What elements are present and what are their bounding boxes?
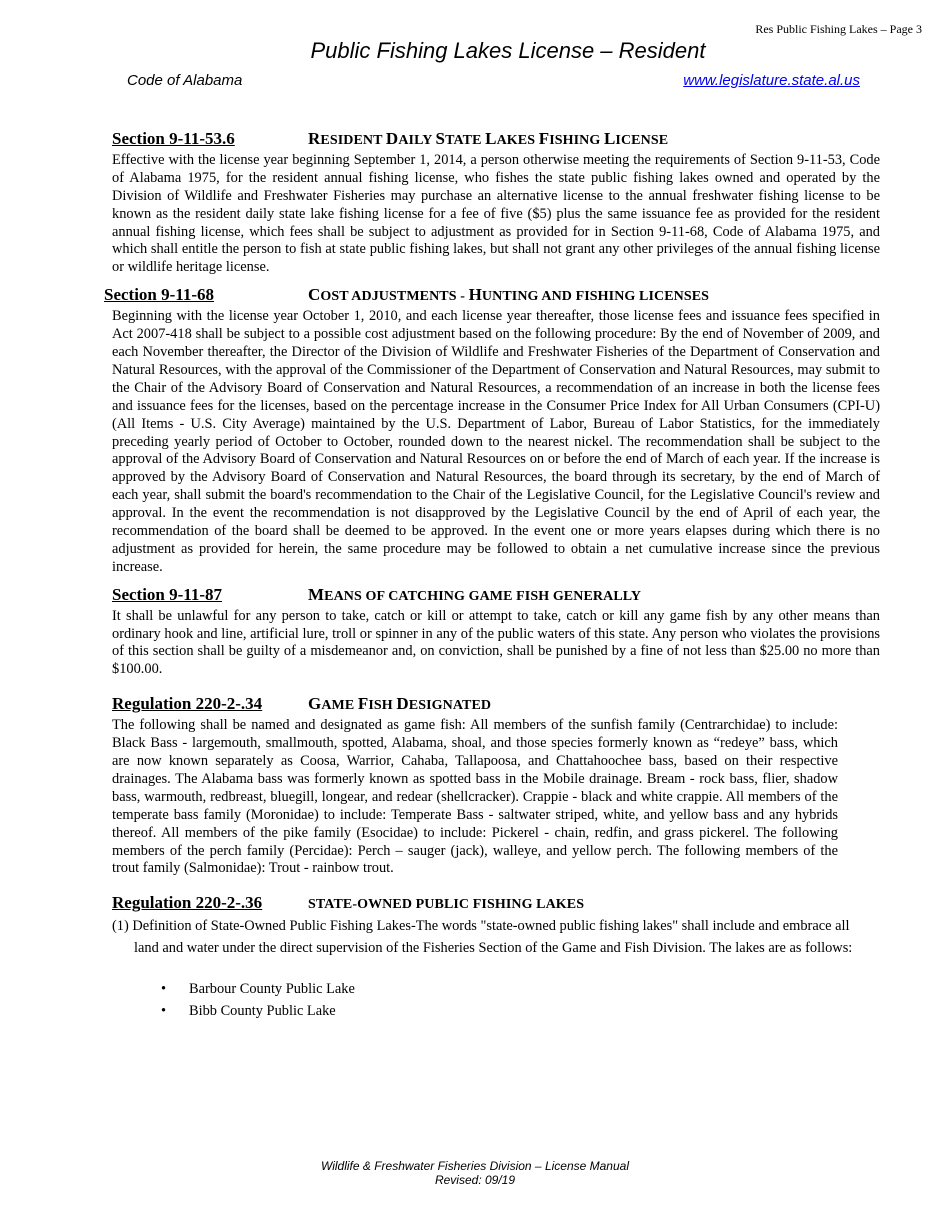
document-body [104, 129, 880, 1022]
section-9-11-87 [112, 586, 880, 680]
regulation-220-2-36 [112, 894, 880, 1022]
regulation-220-2-34 [112, 695, 880, 878]
section-title: COST ADJUSTMENTS - HUNTING AND FISHING LICENSES [308, 285, 710, 305]
code-of-alabama-label: Code of Alabama [127, 72, 243, 89]
section-title: RESIDENT DAILY STATE LAKES FISHING LICENSE [308, 129, 669, 148]
section-body: It shall be unlawful for any person to take, catch or kill or attempt to take, catch or kill any game fish by any other means than ordinary hook and line, artificial lure, troll or spinner in any of the public waters of this state. Any person who violates the provisions of this section shall be guilty of a misdemeanor and, on conviction, shall be punished by a fine of not less than $25.00 no more than $100.00. [112, 607, 880, 678]
section-number: Section 9-11-53.6 [112, 129, 235, 148]
section-number: Regulation 220-2-.34 [112, 694, 263, 714]
list-item: • Bibb County Public Lake [189, 1001, 880, 1023]
section-body: The following shall be named and designated as game fish: All members of the sunfish family (Centrarchidae) to include: Black Bass - largemouth, smallmouth, spotted, Alabama, shoal, and those species formerly known as “redeye” bass, which are now known separately as Coosa, Warrior, Cahaba, Tallapoosa, and Chattahoochee bass, based on their respective drainages. The Alabama bass was formerly known as spotted bass in the Mobile drainage. Bream - rock bass, flier, shadow bass, warmouth, redbreast, bluegill, longear, and redear (shellcracker). Crappie - black and white crappie. All members of the temperate bass family (Moronidae) to include: Temperate Bass - saltwater striped, white, and yellow bass and any hybrids thereof. All members of the pike family (Esocidae) to include: Pickerel - chain, redfin, and grass pickerel. The following members of the perch family (Percidae): Perch – sauger (jack), walleye, and yellow perch. The following members of the trout family (Salmonidae): Trout - rainbow trout. [112, 717, 838, 877]
section-title: GAME FISH DESIGNATED [308, 694, 492, 714]
section-number: Regulation 220-2-.36 [112, 893, 263, 913]
section-body: Beginning with the license year October 1, 2010, and each license year thereafter, those license fees and issuance fees specified in Act 2007-418 shall be subject to a possible cost adjustment based on the following procedure: By the end of November of 2009, and each November thereafter, the Director of the Division of Wildlife and Freshwater Fisheries of the Department of Conservation and Natural Resources, with the approval of the Commissioner of the Department of Conservation and Natural Resources, may submit to the Chair of the Advisory Board of Conservation and Natural Resources, a recommendation of an increase in both the license fees and issuance fees for the licenses, based on the percentage increase in the Consumer Price Index for All Urban Consumers (CPI-U) (All Items - U.S. City Average) maintained by the U.S. Department of Labor, Bureau of Labor Statistics, for the immediately preceding yearly period of October to October, rounded down to the nearest nickel. The recommendation shall be subject to the approval of the Advisory Board of Conservation and Natural Resources on or before the end of March of each year. If the increase is approved by the Advisory Board of Conservation and Natural Resources, the board through its secretary, by the end of March of each year, shall submit the board's recommendation to the Chair of the Legislative Council, for the Legislative Council's review and approval. In the event the recommendation is not disapproved by the Legislative Council by the end of April of each year, the recommendation of the board shall be deemed to be approved. In the event one or more years elapses during which there is no adjustment as provided for herein, the same procedure may be followed to obtain a net cumulative increase since the previous increase. [112, 308, 880, 575]
footer-revision: Revised: 09/19 [434, 1173, 516, 1187]
section-9-11-68 [104, 286, 880, 577]
page-number-label: Res Public Fishing Lakes – Page 3 [755, 22, 922, 36]
section-number: Section 9-11-68 [104, 285, 215, 305]
lakes-definition: (1) Definition of State-Owned Public Fishing Lakes-The words "state-owned public fishing lakes" shall include and embrace all land and water under the direct supervision of the Fisheries Section of the Game and Fish Division. The lakes are as follows: [112, 918, 853, 956]
footer-manual-title: Wildlife & Freshwater Fisheries Division – License Manual [320, 1159, 629, 1173]
page-footer [0, 1159, 950, 1187]
section-9-11-53-6 [112, 130, 880, 277]
lakes-list [112, 979, 880, 1022]
section-title: MEANS OF CATCHING GAME FISH GENERALLY [308, 584, 642, 604]
document-title: Public Fishing Lakes License – Resident [310, 38, 706, 63]
section-body: Effective with the license year beginning September 1, 2014, a person otherwise meeting the requirements of Section 9-11-53, Code of Alabama 1975, for the resident annual fishing license, who fishes the state public fishing lakes owned and operated by the Division of Wildlife and Freshwater Fisheries may purchase an alternative license to the annual freshwater fishing license to be known as the resident daily state lake fishing license for a fee of five ($5) plus the same issuance fee as provided for the resident annual fishing license, which fees shall be subject to adjustment as provided for in Section 9-11-68, Code of Alabama 1975, and which shall entitle the person to fish at state public fishing lakes, but shall not grant any other privileges of the annual fishing license or wildlife heritage license. [112, 151, 880, 276]
section-title: STATE-OWNED PUBLIC FISHING LAKES [308, 897, 585, 913]
list-item: • Barbour County Public Lake [189, 979, 880, 1001]
section-number: Section 9-11-87 [112, 584, 223, 604]
legislature-website-link[interactable]: www.legislature.state.al.us [683, 72, 860, 89]
